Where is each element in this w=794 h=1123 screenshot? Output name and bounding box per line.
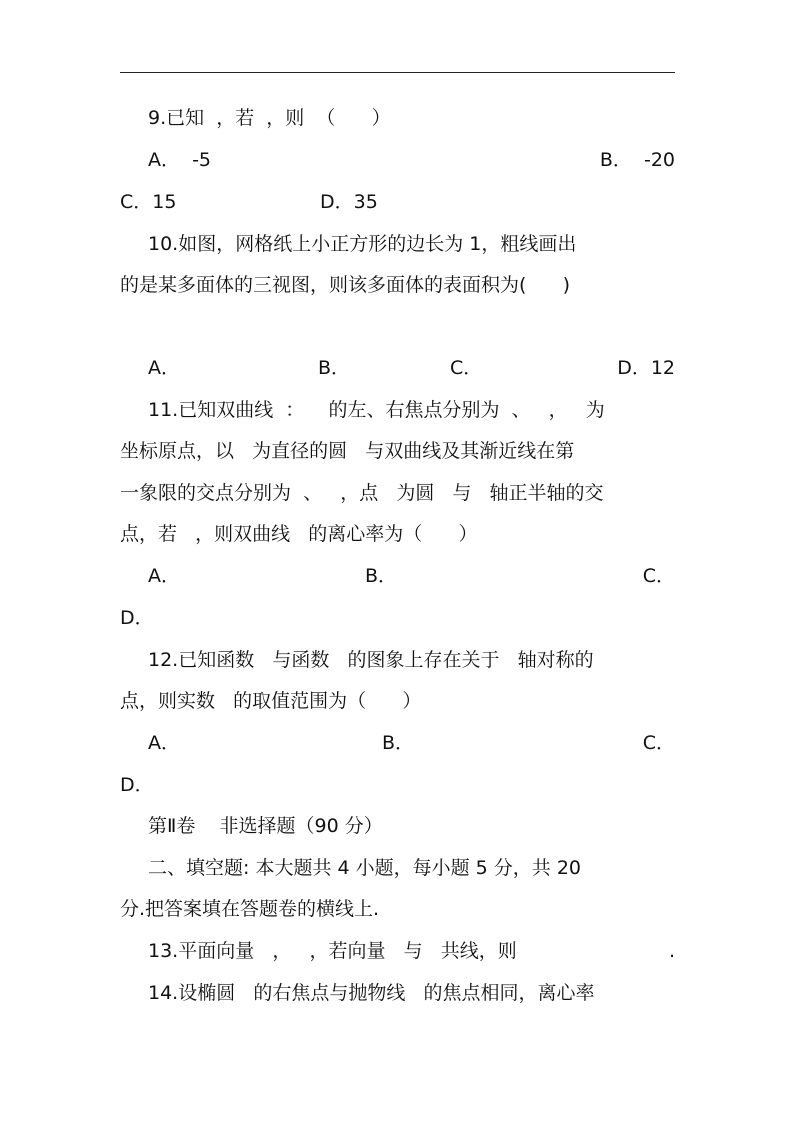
q12-option-c: C． <box>642 732 675 754</box>
q12-options-row <box>120 726 675 760</box>
q13-line <box>120 934 675 968</box>
q12-line-2: 点，则实数 的取值范围为（ ） <box>120 690 422 712</box>
q9-option-b: B． -20 <box>599 149 675 171</box>
q9-options-row-1 <box>120 143 675 177</box>
q13-blank-end: . <box>668 940 675 962</box>
q12-option-b: B． <box>382 732 415 754</box>
q10-option-b: B． <box>318 357 351 379</box>
section-2-instructions-2: 分.把答案填在答题卷的横线上. <box>120 898 380 920</box>
q11-line-3: 一象限的交点分别为 、 ，点 为圆 与 轴正半轴的交 <box>120 482 604 504</box>
q12-option-a: A． <box>148 732 180 754</box>
q12-line-1: 12.已知函数 与函数 的图象上存在关于 轴对称的 <box>148 649 594 671</box>
q10-option-c: C． <box>450 357 483 379</box>
q11-line-1: 11.已知双曲线 ： 的左、右焦点分别为 、 ， 为 <box>148 399 605 421</box>
q10-option-a: A． <box>148 357 180 379</box>
q9-option-a: A． -5 <box>148 149 212 171</box>
section-2-instructions-1: 二、填空题: 本大题共 4 小题，每小题 5 分，共 20 <box>148 857 581 879</box>
q12-option-d: D． <box>120 774 154 796</box>
q13-text: 13.平面向量 ， ，若向量 与 共线，则 <box>148 940 517 962</box>
q11-options-row <box>120 559 675 593</box>
q10-line-2: 的是某多面体的三视图，则该多面体的表面积为( ) <box>120 274 571 296</box>
q11-line-2: 坐标原点，以 为直径的圆 与双曲线及其渐近线在第 <box>120 440 575 462</box>
q11-option-c: C． <box>642 565 675 587</box>
q14-line: 14.设椭圆 的右焦点与抛物线 的焦点相同，离心率 <box>148 982 595 1004</box>
q11-line-4: 点，若 ，则双曲线 的离心率为（ ） <box>120 523 478 545</box>
q9-options-row-2 <box>120 185 675 219</box>
q10-option-d: D．12 <box>617 357 675 379</box>
header-rule <box>120 72 675 73</box>
section-2-title: 第Ⅱ卷 非选择题（90 分） <box>148 815 383 837</box>
q9-stem: 9.已知 ，若 ，则 （ ） <box>148 107 391 129</box>
q11-option-b: B． <box>365 565 398 587</box>
q10-line-1: 10.如图，网格纸上小正方形的边长为 1，粗线画出 <box>148 233 577 255</box>
q9-option-d: D．35 <box>320 191 378 213</box>
q10-options-row <box>120 351 675 385</box>
q11-option-d: D． <box>120 607 154 629</box>
q9-option-c: C．15 <box>120 191 177 213</box>
q11-option-a: A． <box>148 565 180 587</box>
